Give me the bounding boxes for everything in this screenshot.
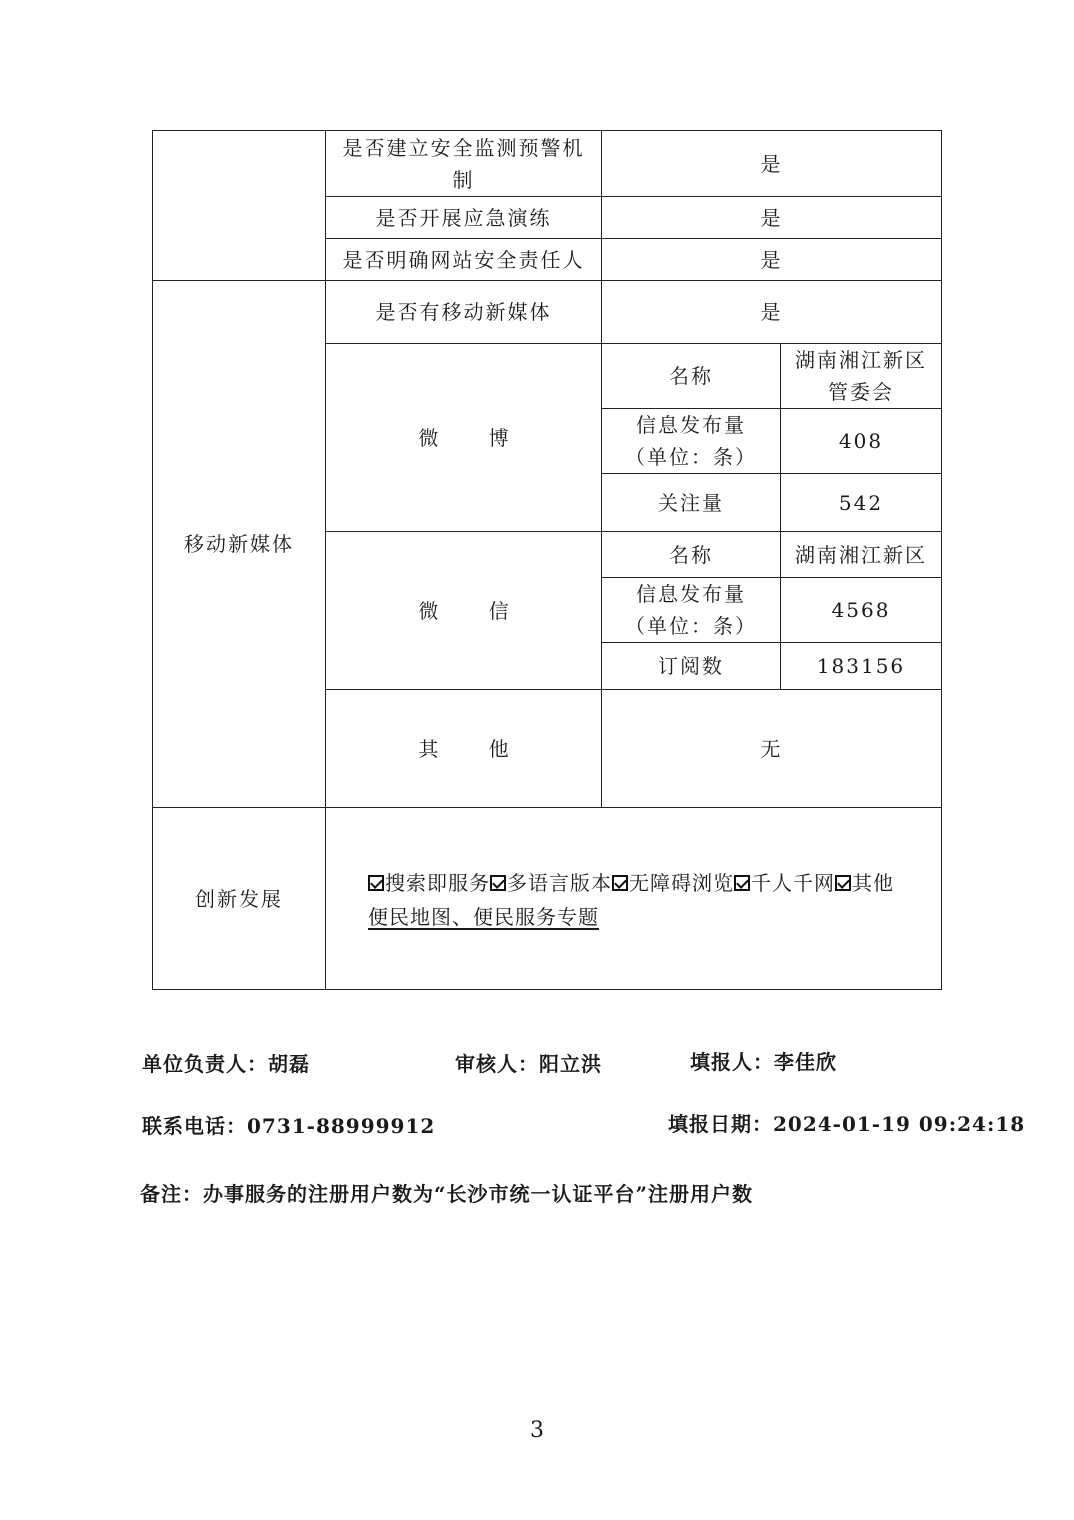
checkbox-checked-icon xyxy=(612,875,628,891)
innovation-other-detail: 便民地图、便民服务专题 xyxy=(368,905,599,929)
row-drill-value: 是 xyxy=(601,196,942,239)
weibo-followers-label: 关注量 xyxy=(601,473,781,532)
row-has-mobile-label: 是否有移动新媒体 xyxy=(325,280,602,344)
other-value: 无 xyxy=(601,689,942,808)
checkbox-checked-icon xyxy=(734,875,750,891)
weibo-followers-value: 542 xyxy=(780,473,942,532)
checkbox-checked-icon xyxy=(835,875,851,891)
row-has-mobile-value: 是 xyxy=(601,280,942,344)
report-table xyxy=(152,130,942,990)
row-safety-monitor-value: 是 xyxy=(601,130,942,197)
wechat-posts-value: 4568 xyxy=(780,577,942,643)
weibo-posts-value: 408 xyxy=(780,408,942,474)
wechat-subscribers-value: 183156 xyxy=(780,642,942,690)
innovation-options xyxy=(325,807,942,990)
row-safety-monitor-label: 是否建立安全监测预警机制 xyxy=(325,130,602,197)
wechat-label: 微 信 xyxy=(325,531,602,690)
weibo-name-label: 名称 xyxy=(601,343,781,409)
page-number: 3 xyxy=(530,1418,544,1443)
wechat-name-value: 湖南湘江新区 xyxy=(780,531,942,578)
innovation-item: 搜索即服务 xyxy=(385,871,490,895)
wechat-subscribers-label: 订阅数 xyxy=(601,642,781,690)
contact-phone: 联系电话：0731-88999912 xyxy=(142,1114,436,1138)
other-label: 其 他 xyxy=(325,689,602,808)
footnote: 备注：办事服务的注册用户数为“长沙市统一认证平台”注册用户数 xyxy=(140,1182,754,1206)
weibo-posts-label: 信息发布量（单位：条） xyxy=(601,408,781,474)
blank-section-cell xyxy=(152,130,326,281)
wechat-name-label: 名称 xyxy=(601,531,781,578)
checkbox-checked-icon xyxy=(368,875,384,891)
weibo-name-value: 湖南湘江新区管委会 xyxy=(780,343,942,409)
row-responsible-label: 是否明确网站安全责任人 xyxy=(325,238,602,281)
section-innovation: 创新发展 xyxy=(152,807,326,990)
wechat-posts-label: 信息发布量（单位：条） xyxy=(601,577,781,643)
innovation-item: 其他 xyxy=(852,871,894,895)
filler: 填报人：李佳欣 xyxy=(690,1050,837,1074)
innovation-item: 千人千网 xyxy=(751,871,835,895)
report-date: 填报日期：2024-01-19 09:24:18 xyxy=(668,1112,1026,1136)
weibo-label: 微 博 xyxy=(325,343,602,532)
innovation-item: 无障碍浏览 xyxy=(629,871,734,895)
reviewer: 审核人：阳立洪 xyxy=(455,1052,602,1076)
unit-head: 单位负责人：胡磊 xyxy=(142,1052,310,1076)
innovation-item: 多语言版本 xyxy=(507,871,612,895)
section-mobile-media: 移动新媒体 xyxy=(152,280,326,808)
row-responsible-value: 是 xyxy=(601,238,942,281)
checkbox-checked-icon xyxy=(490,875,506,891)
row-drill-label: 是否开展应急演练 xyxy=(325,196,602,239)
